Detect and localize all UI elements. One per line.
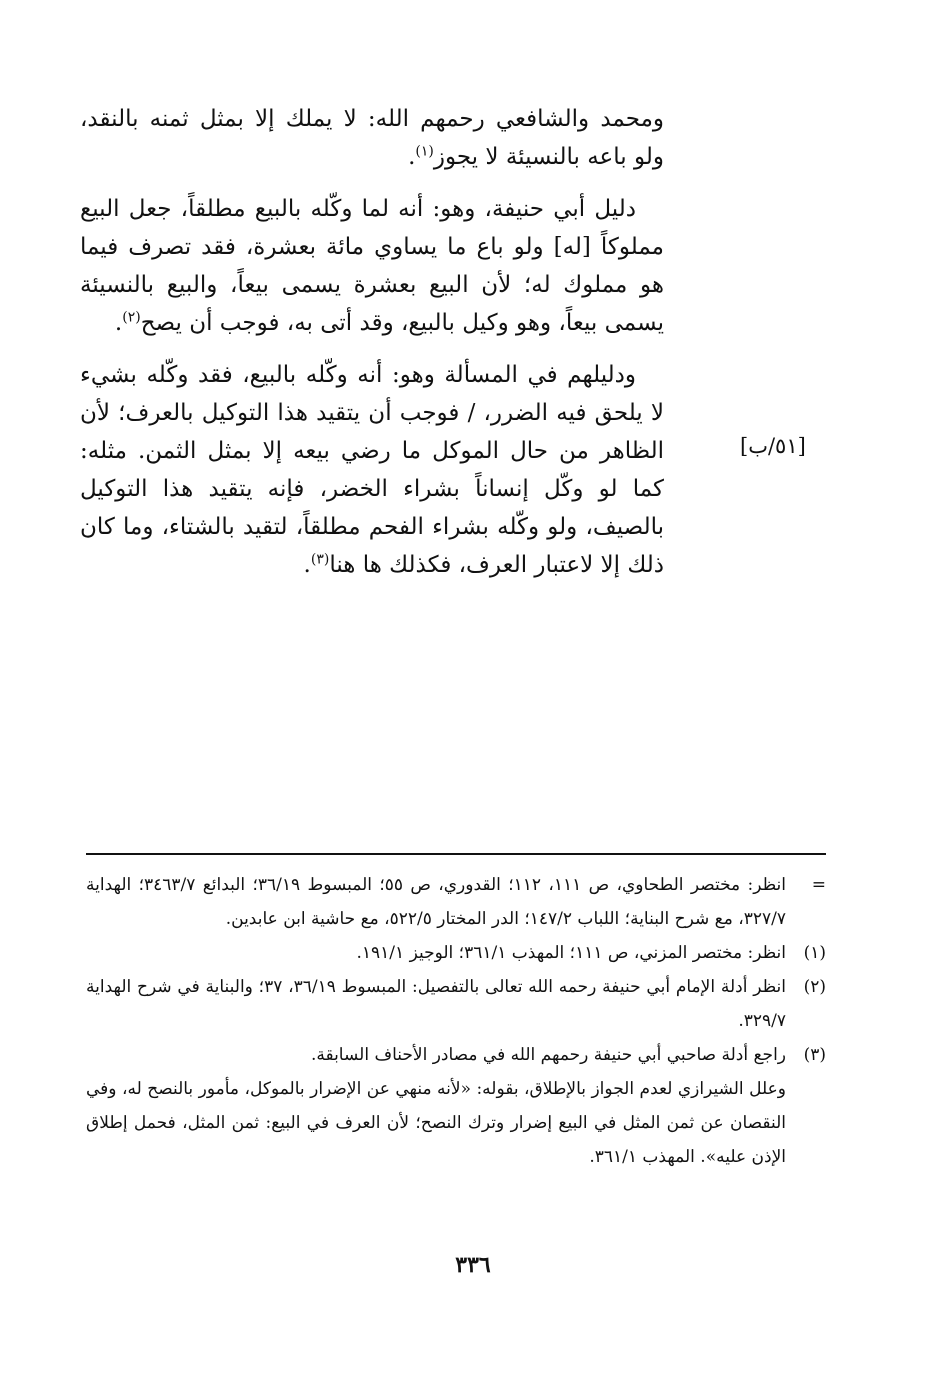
note-ref-2: (٢) [122,309,141,326]
footnote-text: انظر: مختصر الطحاوي، ص ١١١، ١١٢؛ القدوري، ص ٥٥؛ المبسوط ٣٦/١٩؛ البدائع ٣٤٦٣/٧؛ الهداية ٣٢٧/٧، مع شرح البناية؛ اللباب ١٤٧/٢؛ الدر المختار ٥٢٢/٥، مع حاشية ابن عابدين. [86,875,786,929]
footnote-text: انظر أدلة الإمام أبي حنيفة رحمه الله تعالى بالتفصيل: المبسوط ٣٦/١٩، ٣٧؛ والبناية في شرح الهداية ٣٢٩/٧. [86,977,786,1031]
footnote-continuation [86,868,826,936]
footnote-mark: (٣) [803,1045,826,1065]
footnote-2 [86,970,826,1038]
footnote-mark: = [811,875,826,895]
footnote-3 [86,1038,826,1072]
footnote-1 [86,936,826,970]
footnote-divider [86,853,826,855]
paragraph-3: ودليلهم في المسألة وهو: أنه وكّله بالبيع، فقد وكّله بشيء لا يلحق فيه الضرر، / فوجب أن يتقيد هذا التوكيل بالعرف؛ لأن الظاهر من حال الموكل ما رضي بيعه إلا بمثل الثمن. مثله: كما لو وكّل إنساناً بشراء الخضر، فإنه يتقيد هذا التوكيل بالصيف، ولو وكّله بشراء الفحم مطلقاً، لتقيد بالشتاء، وما كان ذلك إلا لاعتبار العرف، فكذلك ها هنا$^{(٣)}$. [80,362,664,578]
footnotes [86,868,826,1174]
footnote-3-continuation: وعلل الشيرازي لعدم الجواز بالإطلاق، بقوله: «لأنه منهي عن الإضرار بالموكل، مأمور بالنصح له، وفي النقصان عن ثمن المثل في البيع إضرار وترك النصح؛ لأن العرف في البيع: ثمن المثل، فحمل إطلاق الإذن عليه». المهذب ٣٦١/١. [86,1079,786,1167]
paragraph-1-text: ومحمد والشافعي رحمهم الله: لا يملك إلا بمثل ثمنه بالنقد، ولو باعه بالنسيئة لا يجوز [80,106,664,170]
note-ref-1: (١) [415,143,434,160]
main-text [80,100,664,598]
paragraph-3-text: ودليلهم في المسألة وهو: أنه وكّله بالبيع، فقد وكّله بشيء لا يلحق فيه الضرر، / فوجب أن يتقيد هذا التوكيل بالعرف؛ لأن الظاهر من حال الموكل ما رضي بيعه إلا بمثل الثمن. مثله: كما لو وكّل إنساناً بشراء الخضر، فإنه يتقيد هذا التوكيل بالصيف، ولو وكّله بشراء الفحم مطلقاً، لتقيد بالشتاء، وما كان ذلك إلا لاعتبار العرف، فكذلك ها هنا [80,362,664,578]
paragraph-2-text: دليل أبي حنيفة، وهو: أنه لما وكّله بالبيع مطلقاً، جعل البيع مملوكاً [له] ولو باع ما يساوي مائة بعشرة، فقد تصرف فيما هو مملوك له؛ لأن البيع بعشرة يسمى بيعاً، والبيع بالنسيئة يسمى بيعاً، وهو وكيل بالبيع، وقد أتى به، فوجب أن يصح [80,196,664,336]
manuscript-folio-marker: [٥١/ب] [740,434,806,458]
paragraph-2: دليل أبي حنيفة، وهو: أنه لما وكّله بالبيع مطلقاً، جعل البيع مملوكاً [له] ولو باع ما يساوي مائة بعشرة، فقد تصرف فيما هو مملوك له؛ لأن البيع بعشرة يسمى بيعاً، والبيع بالنسيئة يسمى بيعاً، وهو وكيل بالبيع، وقد أتى به، فوجب أن يصح$^{(٢)}$. [80,196,664,336]
footnote-text: راجع أدلة صاحبي أبي حنيفة رحمهم الله في مصادر الأحناف السابقة. [310,1045,786,1065]
paragraph-1: ومحمد والشافعي رحمهم الله: لا يملك إلا بمثل ثمنه بالنقد، ولو باعه بالنسيئة لا يجوز$^{(١)}$. [80,106,664,170]
footnote-mark: (٢) [803,977,826,997]
footnote-mark: (١) [803,943,826,963]
page-number: ٣٣٦ [455,1252,491,1278]
footnote-text: انظر: مختصر المزني، ص ١١١؛ المهذب ٣٦١/١؛ الوجيز ١٩١/١. [356,943,786,963]
note-ref-3: (٣) [310,551,330,568]
